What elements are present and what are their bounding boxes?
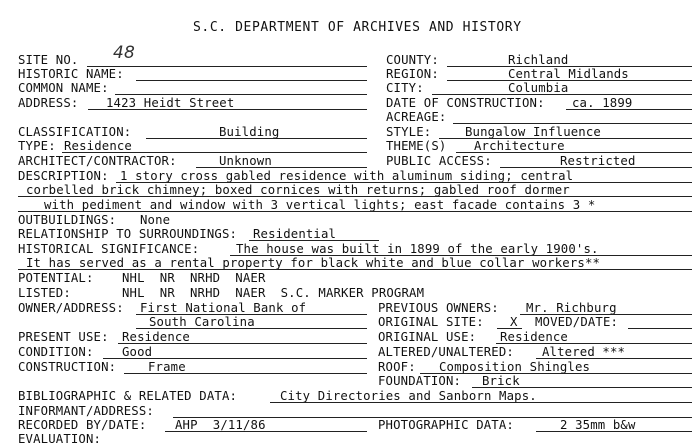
recorded-label: RECORDED BY/DATE:: [18, 418, 147, 432]
type-label: TYPE:: [18, 139, 56, 153]
city-value: Columbia: [508, 81, 569, 95]
potential-label: POTENTIAL:: [18, 271, 94, 285]
potential-options: NHL NR NRHD NAER: [122, 271, 266, 285]
region-line: [447, 80, 692, 81]
description-line-3: with pediment and window with 3 vertical lights; east facade contains 3 *: [44, 198, 596, 212]
address-value: 1423 Heidt Street: [106, 96, 235, 110]
classification-line: [146, 138, 367, 139]
recorded-value: AHP 3/11/86: [175, 418, 266, 432]
original-use-line: [496, 343, 692, 344]
relationship-line: [249, 240, 379, 241]
historic-name-label: HISTORIC NAME:: [18, 67, 124, 81]
site-no-line: [87, 66, 367, 67]
acreage-line: [453, 123, 692, 124]
county-value: Richland: [508, 53, 569, 67]
owner-address-rule-2: [136, 328, 367, 329]
date-construction-line: [566, 109, 692, 110]
historical-significance-line-2: It has served as a rental property for black white and blue collar workers**: [26, 256, 601, 270]
public-access-line: [500, 167, 692, 168]
date-construction-value: ca. 1899: [572, 96, 633, 110]
construction-value: Frame: [148, 360, 186, 374]
recorded-line: [165, 431, 367, 432]
architect-line: [196, 167, 367, 168]
common-name-line: [115, 94, 367, 95]
photographic-label: PHOTOGRAPHIC DATA:: [378, 418, 514, 432]
classification-label: CLASSIFICATION:: [18, 125, 132, 139]
altered-line: [536, 358, 692, 359]
condition-line: [103, 358, 367, 359]
bibliographic-line: [270, 402, 692, 403]
owner-address-label: OWNER/ADDRESS:: [18, 301, 124, 315]
historical-significance-line-1: The house was built in 1899 of the early 1900's.: [236, 242, 599, 256]
roof-value: Composition Shingles: [439, 360, 591, 374]
region-label: REGION:: [386, 67, 439, 81]
acreage-label: ACREAGE:: [386, 110, 447, 124]
address-label: ADDRESS:: [18, 96, 79, 110]
outbuildings-value: None: [140, 213, 171, 227]
description-line-1: 1 story cross gabled residence with aluminum siding; central: [120, 169, 574, 183]
county-label: COUNTY:: [386, 53, 439, 67]
public-access-value: Restricted: [560, 154, 636, 168]
type-line: [62, 152, 367, 153]
relationship-value: Residential: [253, 227, 337, 241]
description-rule-3: [18, 211, 692, 212]
date-construction-label: DATE OF CONSTRUCTION:: [386, 96, 545, 110]
photographic-value: 2 35mm b&w: [560, 418, 636, 432]
description-label: DESCRIPTION:: [18, 169, 109, 183]
moved-date-line: [628, 328, 692, 329]
construction-line: [124, 373, 367, 374]
bibliographic-value: City Directories and Sanborn Maps.: [280, 389, 537, 403]
present-use-value: Residence: [122, 330, 190, 344]
relationship-label: RELATIONSHIP TO SURROUNDINGS:: [18, 227, 238, 241]
site-no-value: 48: [113, 43, 135, 63]
style-value: Bungalow Influence: [465, 125, 601, 139]
condition-label: CONDITION:: [18, 345, 94, 359]
foundation-line: [472, 387, 692, 388]
roof-label: ROOF:: [378, 360, 416, 374]
page-title: S.C. DEPARTMENT OF ARCHIVES AND HISTORY: [193, 20, 522, 35]
region-value: Central Midlands: [508, 67, 629, 81]
style-label: STYLE:: [386, 125, 432, 139]
previous-owners-label: PREVIOUS OWNERS:: [378, 301, 499, 315]
listed-label: LISTED:: [18, 286, 71, 300]
description-line-2: corbelled brick chimney; boxed cornices with returns; gabled roof dormer: [26, 183, 570, 197]
foundation-value: Brick: [482, 374, 520, 388]
owner-address-line-1: First National Bank of: [140, 301, 307, 315]
historical-significance-rule-2: [18, 269, 692, 270]
outbuildings-label: OUTBUILDINGS:: [18, 213, 117, 227]
photographic-line: [536, 431, 692, 432]
city-label: CITY:: [386, 81, 424, 95]
historic-name-line: [136, 80, 367, 81]
condition-value: Good: [122, 345, 153, 359]
historical-significance-label: HISTORICAL SIGNIFICANCE:: [18, 242, 200, 256]
foundation-label: FOUNDATION:: [378, 374, 462, 388]
original-use-value: Residence: [500, 330, 568, 344]
altered-label: ALTERED/UNALTERED:: [378, 345, 514, 359]
description-rule-2: [18, 196, 692, 197]
architect-label: ARCHITECT/CONTRACTOR:: [18, 154, 177, 168]
type-value: Residence: [64, 139, 132, 153]
altered-value: Altered ***: [542, 345, 626, 359]
architect-value: Unknown: [219, 154, 272, 168]
previous-owners-value: Mr. Richburg: [526, 301, 617, 315]
construction-label: CONSTRUCTION:: [18, 360, 117, 374]
common-name-label: COMMON NAME:: [18, 81, 109, 95]
original-site-label: ORIGINAL SITE:: [378, 315, 484, 329]
original-use-label: ORIGINAL USE:: [378, 330, 477, 344]
classification-value: Building: [219, 125, 280, 139]
site-no-label: SITE NO.: [18, 53, 79, 67]
address-line: [88, 109, 367, 110]
themes-label: THEME(S): [386, 139, 447, 153]
present-use-line: [118, 343, 367, 344]
informant-label: INFORMANT/ADDRESS:: [18, 404, 154, 418]
city-line: [432, 94, 692, 95]
bibliographic-label: BIBLIOGRAPHIC & RELATED DATA:: [18, 389, 238, 403]
listed-options: NHL NR NRHD NAER S.C. MARKER PROGRAM: [122, 286, 425, 300]
moved-date-label: MOVED/DATE:: [535, 315, 619, 329]
public-access-label: PUBLIC ACCESS:: [386, 154, 492, 168]
themes-value: Architecture: [474, 139, 565, 153]
original-site-line: [497, 328, 522, 329]
themes-line: [456, 152, 692, 153]
owner-address-line-2: South Carolina: [149, 315, 255, 329]
evaluation-label: EVALUATION:: [18, 432, 102, 446]
present-use-label: PRESENT USE:: [18, 330, 109, 344]
original-site-value: X: [510, 315, 518, 329]
